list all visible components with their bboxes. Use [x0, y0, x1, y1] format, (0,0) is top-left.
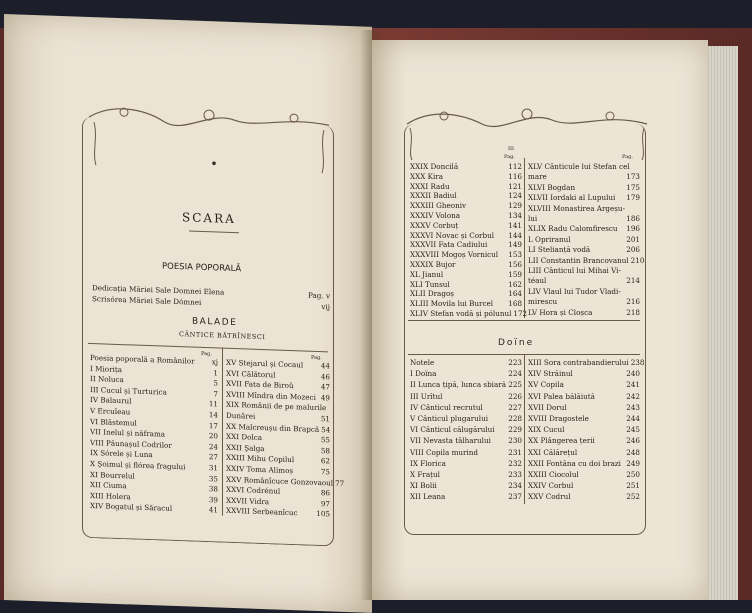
toc-entry-title: XLVII Iordaki al Lupului — [528, 193, 616, 203]
toc-entry — [410, 172, 522, 181]
toc-entry-page: 124 — [508, 191, 522, 201]
toc-entry — [528, 481, 640, 490]
toc-entry-title: XXIII Ciocolul — [528, 470, 579, 479]
toc-entry-page: 39 — [208, 494, 218, 505]
toc-entry-title: XXXV Corbuț — [410, 220, 459, 230]
toc-entry-title: Poesia poporală a Românilor — [90, 353, 195, 366]
toc-entry-title: XVI Palea bălăiută — [528, 391, 595, 401]
toc-entry-title: XXXIII Gheoniv — [410, 201, 467, 211]
toc-entry-title: VII Nevasta tâlharului — [410, 436, 491, 446]
top-table-bottom-rule — [408, 320, 640, 321]
toc-entry — [528, 470, 640, 479]
toc-entry-title: XX Plângerea țerii — [528, 436, 595, 446]
toc-entry-page: 206 — [626, 245, 640, 255]
page-number: III — [508, 146, 514, 152]
toc-entry-title: XI Bourrelul — [90, 469, 135, 481]
pag-header-2: Pag. — [311, 354, 322, 362]
toc-entry-title: XLIII Movila lui Burcel — [410, 299, 494, 309]
toc-entry — [410, 221, 522, 230]
toc-entry-page: 41 — [208, 505, 218, 515]
toc-entry — [528, 459, 640, 468]
toc-entry-title: XXVIII Serbeanîcuc — [226, 506, 298, 518]
toc-entry — [410, 403, 522, 412]
toc-entry — [528, 266, 640, 275]
toc-entry-title: XVIII Mîndra din Mozeci — [226, 389, 316, 402]
toc-entry-page: 242 — [626, 391, 640, 401]
page-title: SCARA — [182, 210, 236, 227]
toc-entry — [528, 276, 640, 285]
toc-entry — [528, 308, 640, 317]
toc-entry — [410, 211, 522, 220]
toc-entry-page: 234 — [508, 481, 522, 491]
toc-entry — [528, 193, 640, 202]
toc-entry-title: XXXIX Bujor — [410, 260, 456, 269]
toc-entry — [528, 204, 640, 213]
toc-entry-page: 238 — [630, 358, 645, 367]
toc-entry — [528, 255, 645, 265]
toc-entry-title: XII Ciuma — [90, 480, 127, 491]
toc-entry — [410, 231, 522, 240]
column-divider — [222, 348, 223, 516]
toc-entry-page: 244 — [626, 414, 640, 423]
toc-entry-page: 44 — [320, 361, 330, 371]
toc-entry — [410, 392, 522, 401]
toc-entry — [528, 162, 640, 171]
toc-entry-page: 5 — [213, 378, 218, 388]
toc-entry — [528, 287, 640, 296]
subsubsection-heading: CÂNTICE BĂTRÎNESCI — [179, 330, 266, 342]
toc-entry — [410, 289, 522, 298]
page-edges — [706, 46, 738, 600]
toc-entry-page: 230 — [508, 436, 522, 446]
toc-entry-title: XVII Fata de Biroû — [226, 378, 294, 391]
toc-entry — [528, 245, 640, 254]
toc-entry — [528, 369, 640, 378]
toc-entry-title: XVI Călătorul — [226, 368, 276, 380]
toc-entry-title: I Miorița — [90, 363, 123, 374]
toc-entry-page: 17 — [208, 420, 218, 431]
toc-entry — [410, 182, 522, 191]
toc-entry — [528, 448, 640, 457]
toc-entry-page: 97 — [320, 498, 330, 509]
toc-entry-page: 49 — [320, 392, 330, 403]
toc-entry-title: XXVI Codrénul — [226, 484, 281, 496]
toc-entry-title: XIII Sora contrabandierului — [528, 358, 629, 367]
toc-entry-title: LIII Cânticul lui Mihai Vi- — [528, 266, 621, 275]
toc-entry-title: XXXVIII Mogoș Vornicul — [410, 250, 499, 260]
toc-entry-title: XXV Codrul — [528, 492, 571, 502]
toc-entry-title: XXI Călărețul — [528, 447, 578, 457]
toc-entry-page: 105 — [316, 509, 330, 519]
toc-entry-title: LIV Vlaul lui Tudor Vladi- — [528, 286, 621, 296]
toc-entry-title: XL Jianul — [410, 269, 444, 279]
toc-entry-title: XXIV Toma Alimoș — [226, 463, 294, 476]
right-page — [372, 40, 708, 600]
toc-entry-title: XXXVII Fata Cadiului — [410, 240, 488, 250]
toc-entry-title: III Urîtul — [410, 391, 443, 401]
toc-entry — [410, 436, 522, 445]
toc-entry-page — [638, 204, 640, 213]
toc-entry-page: 134 — [508, 211, 522, 220]
toc-entry — [410, 240, 522, 249]
toc-entry — [528, 392, 640, 401]
subsection-heading: BALADE — [192, 316, 238, 329]
toc-entry-page: 241 — [626, 380, 640, 390]
toc-entry-page: 58 — [320, 445, 330, 456]
toc-entry-page: 77 — [335, 478, 345, 488]
toc-entry-page: 179 — [626, 193, 640, 203]
toc-entry-page: 116 — [508, 171, 522, 181]
toc-entry-title: XIX Cucul — [528, 425, 565, 435]
toc-entry-page: 249 — [626, 458, 640, 468]
toc-entry-title: V Ercuîeau — [90, 406, 131, 417]
toc-entry-page: 196 — [626, 224, 640, 234]
toc-entry — [410, 260, 522, 269]
toc-entry-title: XLIV Stefan vodă și pólunul — [410, 309, 512, 318]
toc-entry-page: 55 — [320, 435, 330, 445]
toc-entry — [528, 297, 640, 306]
toc-entry — [410, 481, 522, 490]
toc-entry-page: 144 — [508, 230, 522, 240]
toc-entry-title: I Doïna — [410, 369, 437, 379]
toc-entry-title: mare — [528, 172, 547, 182]
toc-entry — [528, 425, 640, 434]
toc-entry-page: 229 — [508, 425, 522, 435]
toc-entry — [528, 403, 640, 412]
toc-entry-title: IV Balaurul — [90, 395, 132, 406]
toc-entry-title: IX Sórele și Luna — [90, 448, 153, 460]
toc-entry — [410, 270, 522, 279]
toc-entry-title: XV Copila — [528, 380, 564, 390]
toc-entry-page: 210 — [630, 255, 645, 265]
toc-entry — [528, 358, 645, 367]
toc-entry-page: 62 — [320, 456, 330, 466]
toc-entry — [410, 448, 522, 457]
toc-entry-page: 245 — [626, 425, 640, 435]
toc-entry-title: XIX Românii de pe malurile — [226, 400, 327, 413]
toc-entry-page: 11 — [208, 399, 218, 409]
toc-entry-title: X Șoimul și flórea fragului — [90, 459, 186, 472]
toc-entry-title: XXVII Vidra — [226, 495, 270, 507]
toc-entry-title: XXV Românîcuce Gonzovaoul — [226, 474, 334, 488]
toc-entry-title: XXIII Mihu Copilul — [226, 453, 295, 465]
toc-entry-page: 228 — [508, 414, 522, 423]
toc-entry-page: 121 — [508, 181, 522, 191]
toc-entry-page: xj — [211, 357, 218, 367]
toc-entry — [528, 183, 640, 192]
dedication-entry: Dedicația Măriei Sale Domnei Elena Pag. v — [92, 283, 330, 301]
toc-entry-title: XV Stejarul și Cocaul — [226, 357, 304, 370]
toc-entry-page: 248 — [626, 447, 640, 457]
toc-entry — [528, 380, 640, 389]
toc-entry-title: X Frațul — [410, 470, 440, 479]
bottom-column-divider — [524, 354, 525, 504]
toc-entry-page — [638, 162, 640, 171]
toc-entry-page: 251 — [626, 481, 640, 491]
toc-entry-page: 237 — [508, 492, 522, 502]
toc-entry-title: XVIII Dragostele — [528, 414, 589, 423]
section-heading: POESIA POPORALĂ — [162, 261, 242, 275]
toc-entry-page: 233 — [508, 470, 522, 479]
toc-entry-page: 226 — [508, 391, 522, 401]
toc-entry-page: 27 — [208, 452, 218, 462]
toc-entry-page: 47 — [320, 382, 330, 392]
toc-entry-title: VI Cânticul călugărului — [410, 425, 495, 435]
toc-entry — [528, 436, 640, 445]
toc-entry-title: lui — [528, 214, 538, 223]
toc-entry — [410, 358, 522, 367]
toc-entry-title: L Opriranul — [528, 234, 571, 244]
toc-entry-page: 224 — [508, 369, 522, 379]
toc-entry-title: XXI Dolca — [226, 431, 263, 443]
toc-entry-page: 172 — [513, 309, 528, 318]
toc-entry-page: 227 — [508, 402, 522, 412]
toc-entry-page — [638, 287, 640, 296]
toc-entry-page: 232 — [508, 458, 522, 468]
toc-entry-page — [328, 404, 330, 413]
toc-entry-title: VII Inelul și năframa — [90, 427, 166, 439]
toc-entry-page: 51 — [320, 414, 330, 424]
toc-entry-title: XX Malcreușu din Brapcă — [226, 421, 320, 434]
toc-entry-title: XLVIII Monastirea Argeșu- — [528, 203, 625, 213]
toc-entry-title: VIII Păunașul Codrilor — [90, 437, 172, 450]
toc-entry-page: 214 — [626, 276, 640, 286]
toc-entry — [410, 470, 522, 479]
toc-entry-page: 141 — [508, 220, 522, 230]
toc-entry-title: XIII Holera — [90, 490, 131, 502]
toc-entry-title: VIII Copila murind — [410, 447, 478, 457]
toc-entry-page: 168 — [508, 299, 522, 309]
letter-entry: Scrisórea Măriei Sale Dómnei vij — [92, 294, 330, 312]
toc-entry-page: 252 — [626, 492, 640, 502]
toc-entry-page: 225 — [508, 380, 522, 390]
toc-entry-page: 38 — [208, 484, 218, 494]
toc-entry — [410, 299, 522, 308]
toc-entry — [528, 224, 640, 233]
toc-entry-title: LI Stelianță vodă — [528, 245, 591, 255]
toc-entry-title: IV Cânticul recrutul — [410, 402, 483, 412]
toc-entry-title: XIV Străinul — [528, 369, 573, 379]
toc-entry-page: 240 — [626, 369, 640, 379]
toc-entry — [410, 425, 522, 434]
toc-entry-title: Dunărei — [226, 410, 256, 421]
toc-entry-page: 75 — [320, 467, 330, 477]
toc-entry — [528, 492, 640, 501]
toc-entry-title: XLVI Bogdan — [528, 182, 576, 192]
toc-entry-page: 246 — [626, 436, 640, 446]
toc-entry — [410, 309, 528, 318]
toc-entry-title: V Cânticul plugarului — [410, 414, 489, 423]
toc-entry-page: 201 — [626, 234, 640, 244]
toc-entry-page: 162 — [508, 279, 522, 289]
toc-entry-title: XXXVI Novac și Corbul — [410, 230, 495, 240]
toc-entry-page: 112 — [508, 162, 522, 171]
toc-entry-title: XLI Tunsul — [410, 279, 450, 289]
toc-entry-title: XXIV Corbul — [528, 481, 574, 491]
toc-entry-title: II Noluca — [90, 374, 124, 385]
toc-entry — [410, 280, 522, 289]
toc-entry-page: 250 — [626, 470, 640, 479]
toc-entry-title: LII Constantin Brancovanul — [528, 255, 629, 265]
toc-entry-title: II Lunca țipă, lunca sbiară — [410, 380, 506, 390]
toc-entry-page: 46 — [320, 371, 330, 381]
toc-entry-title: XI Bolii — [410, 481, 437, 491]
toc-entry — [410, 162, 522, 171]
toc-entry-page: 216 — [626, 297, 640, 307]
toc-entry-page: 20 — [208, 431, 218, 441]
toc-entry — [410, 250, 522, 259]
toc-entry-title: XLII Dragoș — [410, 289, 454, 299]
toc-entry-page: 14 — [208, 410, 218, 420]
toc-entry — [528, 172, 640, 181]
toc-entry — [528, 214, 640, 223]
doine-heading: Doïne — [498, 338, 535, 348]
toc-entry-title: LV Hora și Cloșca — [528, 307, 593, 317]
toc-entry-page: 129 — [508, 201, 522, 211]
toc-entry-page: 149 — [508, 240, 522, 250]
toc-entry-title: XVII Dorul — [528, 402, 567, 412]
toc-entry — [410, 369, 522, 378]
toc-entry-title: XXXI Radu — [410, 181, 450, 191]
toc-entry-title: mirescu — [528, 297, 558, 307]
toc-entry-page: 223 — [508, 358, 522, 367]
toc-entry-page: 231 — [508, 447, 522, 457]
toc-entry-page: 1 — [213, 367, 218, 378]
toc-entry-title: XLV Cânticule lui Stefan cel — [528, 162, 630, 171]
toc-entry-page: 164 — [508, 289, 522, 299]
toc-entry-page: 35 — [208, 473, 218, 484]
toc-entry-page: 86 — [320, 488, 330, 498]
toc-entry-title: III Cucul și Turturica — [90, 384, 167, 397]
toc-entry-page: 175 — [626, 182, 640, 192]
toc-entry-title: XXII Șalga — [226, 442, 265, 453]
toc-entry — [410, 492, 522, 501]
toc-entry-title: IX Florica — [410, 458, 446, 468]
toc-entry-page — [638, 266, 640, 275]
toc-entry-page: 156 — [508, 260, 522, 269]
toc-entry-page: 7 — [213, 389, 218, 399]
toc-entry-page: 173 — [626, 172, 640, 182]
toc-entry-page: 218 — [626, 307, 640, 317]
pag-header-4: Pag. — [622, 154, 633, 160]
toc-entry-title: XXXII Badiul — [410, 191, 457, 201]
toc-entry-title: XXIX Doncilă — [410, 162, 459, 171]
toc-entry-page: 159 — [508, 269, 522, 279]
toc-entry-title: XXX Kira — [410, 171, 444, 181]
toc-entry — [410, 459, 522, 468]
toc-entry-page: 153 — [508, 250, 522, 260]
toc-entry-title: XIV Bogatul și Săracul — [90, 501, 173, 514]
toc-entry — [410, 380, 522, 389]
toc-entry-title: téaul — [528, 276, 547, 286]
toc-entry — [410, 201, 522, 210]
toc-entry-page: 243 — [626, 402, 640, 412]
toc-entry-page: 31 — [208, 463, 218, 473]
toc-entry — [410, 191, 522, 200]
toc-entry-title: Notele — [410, 358, 435, 367]
toc-entry-title: XXII Fontâna cu doi brazi — [528, 458, 621, 468]
left-page — [4, 14, 372, 613]
pag-header-1: Pag. — [201, 350, 212, 358]
toc-entry-title: XII Leana — [410, 492, 446, 502]
toc-entry — [528, 414, 640, 423]
toc-entry-title: VI Blăstemul — [90, 416, 137, 428]
toc-entry — [528, 235, 640, 244]
toc-entry-page: 54 — [321, 424, 331, 434]
toc-entry-title: XXXIV Volona — [410, 211, 461, 220]
toc-entry — [410, 414, 522, 423]
top-column-divider — [524, 158, 525, 318]
toc-entry-page: 24 — [208, 441, 218, 452]
toc-entry-page: 186 — [626, 214, 640, 223]
toc-entry-title: XLIX Radu Calomfirescu — [528, 224, 618, 234]
pag-header-3: Pag. — [504, 154, 515, 160]
